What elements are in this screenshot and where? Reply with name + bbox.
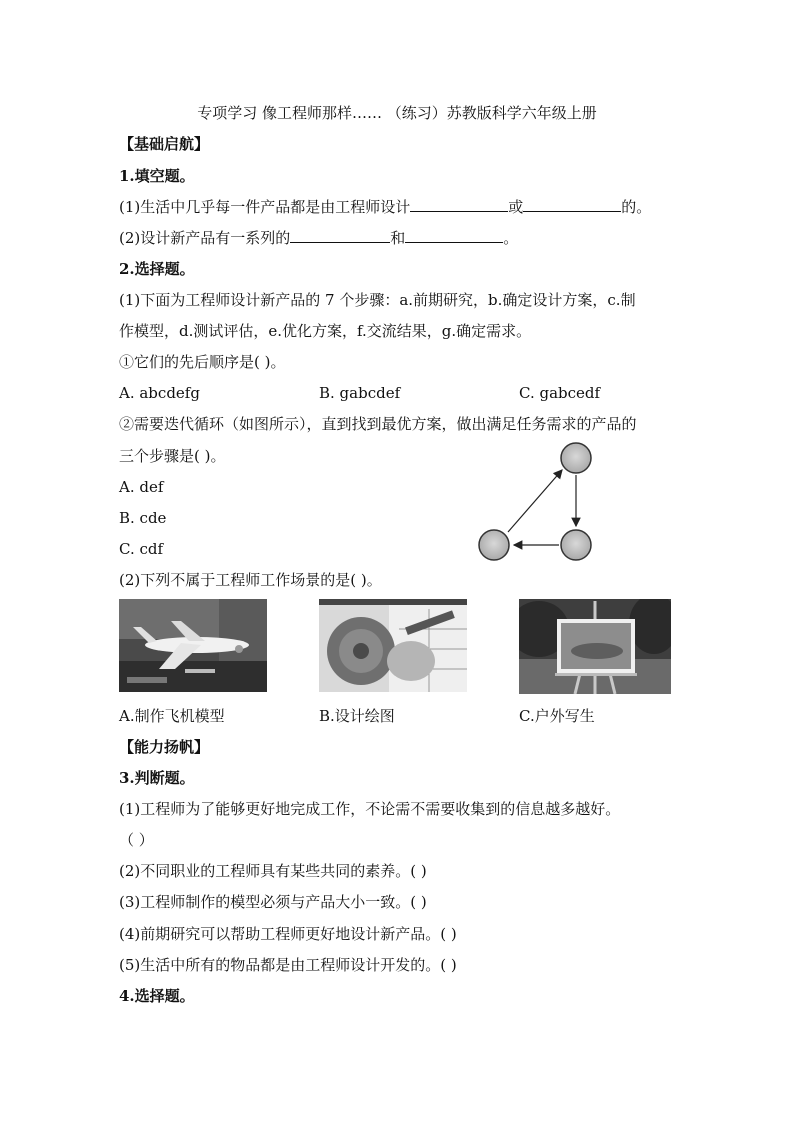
q3-item-4: (4)前期研究可以帮助工程师更好地设计新产品。( ) — [119, 925, 457, 943]
q2-sub2-line2: 三个步骤是( )。 — [119, 447, 226, 465]
q3-item-1-answer-parens[interactable]: （ ） — [119, 831, 154, 849]
q3-heading: 3.判断题。 — [119, 769, 195, 787]
page-title: 专项学习 像工程师那样…… （练习）苏教版科学六年级上册 — [197, 104, 597, 122]
q3-item-2: (2)不同职业的工程师具有某些共同的素养。( ) — [119, 862, 427, 880]
q1-sentence-1 — [119, 197, 651, 217]
q1-s2-text-a: (2)设计新产品有一系列的 — [119, 229, 291, 247]
airplane-model-photo[interactable] — [119, 599, 267, 692]
sub1-option-a[interactable]: A. abcdefg — [119, 384, 200, 402]
q1-s1-text-a: (1)生活中几乎每一件产品都是由工程师设计 — [119, 198, 411, 216]
fill-blank-3[interactable] — [290, 228, 390, 243]
fill-blank-4[interactable] — [405, 228, 503, 243]
cycle-node-left — [479, 530, 509, 560]
caption-c: C.户外写生 — [519, 707, 595, 725]
cycle-arrow-up — [508, 470, 562, 532]
sub2-option-b[interactable]: B. cde — [119, 509, 167, 527]
design-drawing-photo[interactable] — [319, 599, 467, 692]
sub1-option-b[interactable]: B. gabcdef — [319, 384, 401, 402]
q2-p2-question: (2)下列不属于工程师工作场景的是( )。 — [119, 571, 382, 589]
fill-blank-1[interactable] — [410, 197, 508, 212]
cycle-node-right — [561, 530, 591, 560]
q2-sub1-question: ①它们的先后顺序是( )。 — [119, 353, 286, 371]
iteration-cycle-diagram — [476, 440, 596, 570]
cycle-node-top — [561, 443, 591, 473]
sub2-option-a[interactable]: A. def — [119, 478, 164, 496]
q1-heading: 1.填空题。 — [119, 167, 195, 185]
q3-item-1: (1)工程师为了能够更好地完成工作，不论需不需要收集到的信息越多越好。 — [119, 800, 621, 818]
q1-s1-text-c: 的。 — [621, 198, 652, 216]
q2-p1-line1: (1)下面为工程师设计新产品的 7 个步骤：a.前期研究，b.确定设计方案，c.制 — [119, 291, 636, 309]
caption-b: B.设计绘图 — [319, 707, 395, 725]
sub1-option-c[interactable]: C. gabcedf — [519, 384, 601, 402]
q2-heading: 2.选择题。 — [119, 260, 195, 278]
q2-sub2-line1: ②需要迭代循环（如图所示），直到找到最优方案，做出满足任务需求的产品的 — [119, 415, 637, 433]
q3-item-5: (5)生活中所有的物品都是由工程师设计开发的。( ) — [119, 956, 457, 974]
q1-s2-text-c: 。 — [503, 229, 519, 247]
section-heading-basic: 【基础启航】 — [119, 135, 210, 153]
caption-a: A.制作飞机模型 — [119, 707, 225, 725]
q3-item-3: (3)工程师制作的模型必须与产品大小一致。( ) — [119, 893, 427, 911]
q4-heading: 4.选择题。 — [119, 987, 195, 1005]
sub2-option-c[interactable]: C. cdf — [119, 540, 164, 558]
section-heading-ability: 【能力扬帆】 — [119, 738, 210, 756]
q1-s1-text-b: 或 — [508, 198, 524, 216]
q2-p1-line2: 作模型，d.测试评估，e.优化方案，f.交流结果，g.确定需求。 — [119, 322, 532, 340]
fill-blank-2[interactable] — [523, 197, 621, 212]
outdoor-sketch-photo[interactable] — [519, 599, 671, 694]
q1-s2-text-b: 和 — [390, 229, 406, 247]
q1-sentence-2 — [119, 228, 518, 248]
